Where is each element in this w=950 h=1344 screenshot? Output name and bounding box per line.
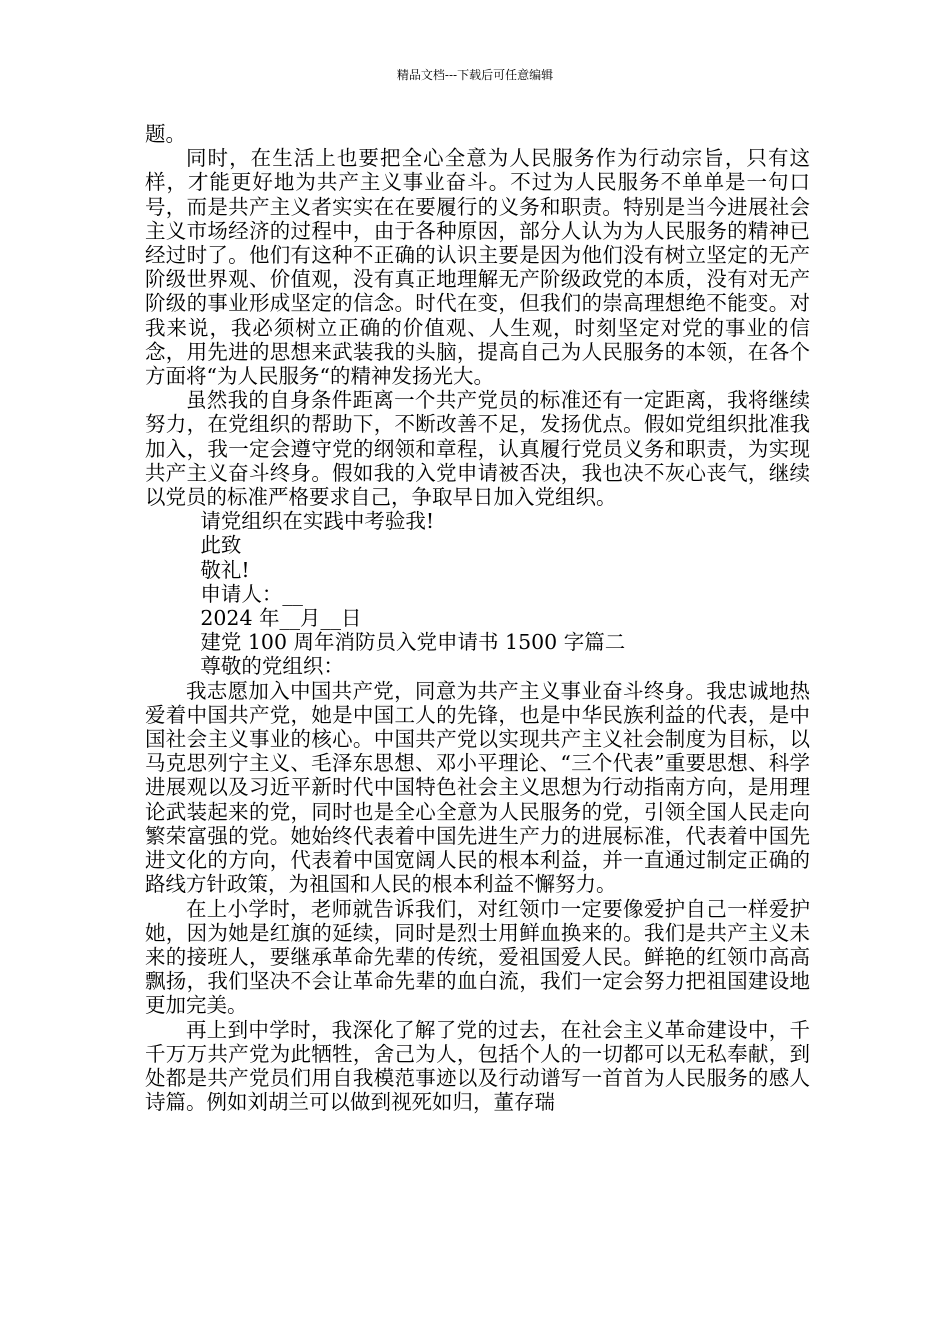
applicant-line: 申请人：__ — [200, 581, 303, 606]
salutation-line: 此致 — [200, 533, 242, 558]
paragraph: 我志愿加入中国共产党，同意为共产主义事业奋斗终身。我忠诚地热爱着中国共产党，她是中国工人的先锋，也是中华民族利益的代表，是中国社会主义事业的核心。中国共产党以实现共产主义社会制度为目标，以马克思列宁主义、毛泽东思想、邓小平理论、“三个代表”重要思想、科学进展观以及习近平新时代中国特色社会主义思想为行动指南方向，是用理论武装起来的党，同时也是全心全意为人民服务的党，引领全国人民走向繁荣富强的党。她始终代表着中国先进生产力的进展标准，代表着中国先进文化的方向，代表着中国宽阔人民的根本利益，并一直通过制定正确的路线方针政策，为祖国和人民的根本利益不懈努力。 — [145, 678, 810, 897]
paragraph-continuation: 题。 — [145, 122, 186, 146]
greeting-line: 尊敬的党组织： — [200, 654, 344, 679]
page-header: 精品文档---下载后可任意编辑 — [396, 68, 554, 82]
document-body — [145, 122, 810, 1114]
paragraph: 在上小学时，老师就告诉我们，对红领巾一定要像爱护自己一样爱护她，因为她是红旗的延续，同时是烈士用鲜血换来的。我们是共产主义未来的接班人，要继承革命先辈的传统，爱祖国爱人民。鲜艳的红领巾高高飘扬，我们坚决不会让革命先辈的血白流，我们一定会努力把祖国建设地更加完美。 — [145, 896, 810, 1018]
salutation-line: 敬礼! — [200, 557, 250, 582]
paragraph: 虽然我的自身条件距离一个共产党员的标准还有一定距离，我将继续努力，在党组织的帮助下，不断改善不足，发扬优点。假如党组织批准我加入，我一定会遵守党的纲领和章程，认真履行党员义务和职责，为实现共产主义奋斗终身。假如我的入党申请被否决，我也决不灰心丧气，继续以党员的标准严格要求自己，争取早日加入党组织。 — [145, 388, 810, 510]
paragraph: 再上到中学时，我深化了解了党的过去，在社会主义革命建设中，千千万万共产党为此牺牲，舍己为人，包括个人的一切都可以无私奉献，到处都是共产党员们用自我模范事迹以及行动谱写一首首为人民服务的感人诗篇。例如刘胡兰可以做到视死如归，董存瑞 — [145, 1017, 810, 1115]
date-line: 2024 年__月__日 — [200, 606, 362, 631]
section-title: 建党 100 周年消防员入党申请书 1500 字篇二 — [200, 630, 626, 655]
paragraph: 同时，在生活上也要把全心全意为人民服务作为行动宗旨，只有这样，才能更好地为共产主义事业奋斗。不过为人民服务不单单是一句口号，而是共产主义者实实在在要履行的义务和职责。特别是当今进展社会主义市场经济的过程中，由于各种原因，部分人认为为人民服务的精神已经过时了。他们有这种不正确的认识主要是因为他们没有树立坚定的无产阶级世界观、价值观，没有真正地理解无产阶级政党的本质，没有对无产阶级的事业形成坚定的信念。时代在变，但我们的崇高理想绝不能变。对我来说，我必须树立正确的价值观、人生观，时刻坚定对党的事业的信念，用先进的思想来武装我的头脑，提高自己为人民服务的本领，在各个方面将“为人民服务“的精神发扬光大。 — [145, 146, 810, 389]
closing-line: 请党组织在实践中考验我! — [200, 509, 435, 534]
